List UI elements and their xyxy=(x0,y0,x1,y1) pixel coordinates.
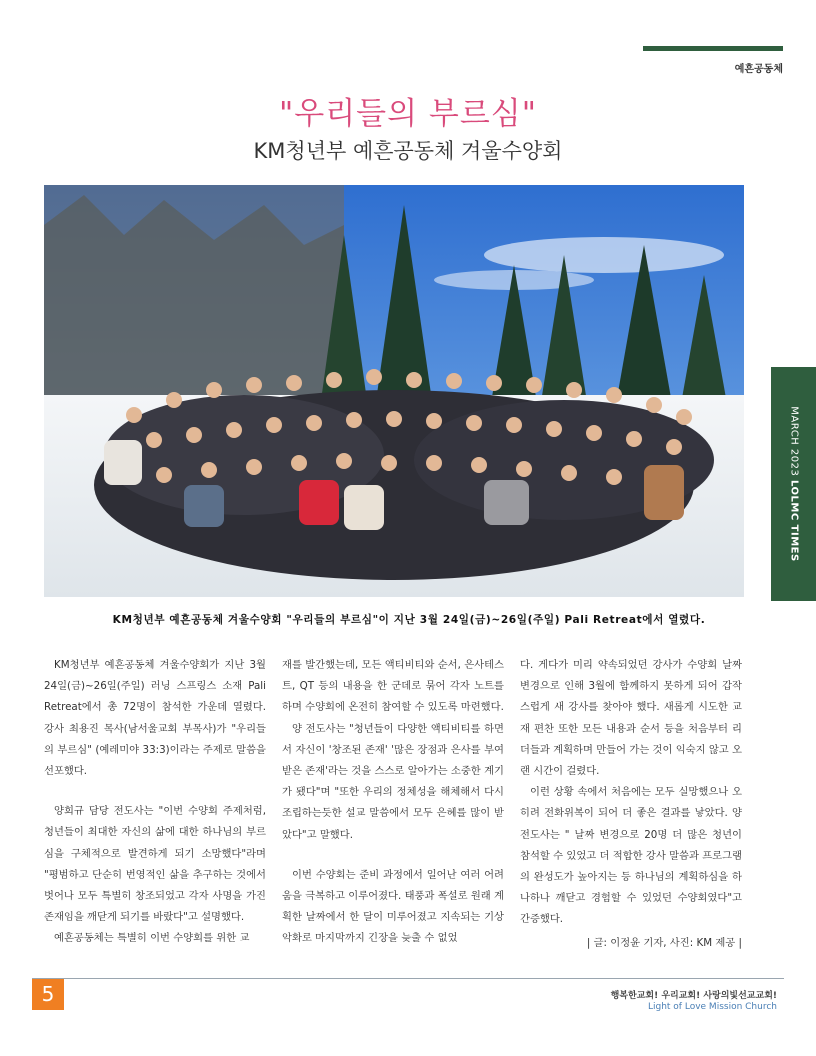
article-column-2 xyxy=(282,655,504,950)
issue-side-tab xyxy=(771,367,816,601)
article-column-3 xyxy=(520,655,742,931)
paragraph: 이번 수양회는 준비 과정에서 일어난 여러 어려움을 극복하고 이루어졌다. 태풍과 폭설로 원래 계획한 날짜에서 한 달이 미루어졌고 지속되는 기상 악화로 마지막까지 긴장을 늦출 수 없었 xyxy=(282,868,504,945)
group-photo-illustration xyxy=(44,185,744,597)
photo-caption: KM청년부 예흔공동체 겨울수양회 "우리들의 부르심"이 지난 3월 24일(금)~26일(주일) Pali Retreat에서 열렸다. xyxy=(112,614,706,626)
paragraph: 다. 게다가 미리 약속되었던 강사가 수양회 날짜 변경으로 인해 3월에 함께하지 못하게 되어 갑작스럽게 새 강사를 찾아야 했다. 새롭게 시도한 교재 편찬 또한 모든 내용과 순서 등을 처음부터 리더들과 계획하며 만들어 가는 것이 익숙지 않고 오랜 시간이 걸렸다. xyxy=(520,659,742,778)
article-column-1 xyxy=(44,655,266,950)
issue-date: MARCH 2023 xyxy=(788,406,799,481)
footer-church-name: Light of Love Mission Church xyxy=(647,1002,777,1012)
group-photo xyxy=(44,185,744,597)
headline: "우리들의 부르심" xyxy=(279,96,537,132)
paragraph: 재를 발간했는데, 모든 액티비티와 순서, 은사테스트, QT 등의 내용을 한 군데로 묶어 각자 노트를 하며 수양회에 온전히 참여할 수 있도록 마련했다. xyxy=(282,659,504,714)
paragraph: 예흔공동체는 특별히 이번 수양회를 위한 교 xyxy=(54,932,250,945)
paragraph: 양희규 담당 전도사는 "이번 수양회 주제처럼, 청년들이 최대한 자신의 삶에 대한 하나님의 부르심을 구체적으로 발견하게 되기 소망했다"라며 "평범하고 단순히 번영적인 삶을 추구하는 것에서 벗어나 모두 특별히 창조되었고 각자 사명을 가진 존재임을 깨닫게 되기를 바랐다"고 설명했다. xyxy=(44,805,266,924)
paragraph: 양 전도사는 "청년들이 다양한 액티비티를 하면서 자신이 '창조된 존재' '많은 장점과 은사를 부여받은 존재'라는 것을 스스로 알아가는 소중한 계기가 됐다"며 "또한 우리의 정체성을 해체해서 다시 조립하는듯한 설교 말씀에서 모두 은혜를 많이 받았다"고 말했다. xyxy=(282,722,504,841)
publication-name: LOLMC TIMES xyxy=(788,480,799,562)
subheadline: KM청년부 예흔공동체 겨울수양회 xyxy=(253,139,563,163)
footer-slogan: 행복한교회! 우리교회! 사랑의빛선교교회! xyxy=(610,991,777,1001)
footer-rule xyxy=(32,978,784,979)
article-credit: | 글: 이정윤 기자, 사진: KM 제공 | xyxy=(586,937,742,949)
section-label: 예흔공동체 xyxy=(734,64,783,75)
header-rule xyxy=(643,46,783,51)
paragraph: KM청년부 예흔공동체 겨울수양회가 지난 3월 24일(금)~26일(주일) 러닝 스프링스 소재 Pali Retreat에서 총 72명이 참석한 가운데 열렸다. 강사 최용진 목사(남서울교회 부목사)가 "우리들의 부르심" (예레미야 33:3)이라는 주제로 말씀을 선포했다. xyxy=(44,659,266,778)
paragraph: 이런 상황 속에서 처음에는 모두 실망했으나 오히려 전화위복이 되어 더 좋은 결과를 낳았다. 양 전도사는 " 날짜 변경으로 20명 더 많은 청년이 참석할 수 있었고 더 적합한 강사 말씀과 프로그램의 완성도가 높아지는 등 하나님의 계획하심을 하나하나 깨닫고 경험할 수 있었던 수양회였다"고 간증했다. xyxy=(520,786,742,926)
page-number: 5 xyxy=(32,979,64,1010)
